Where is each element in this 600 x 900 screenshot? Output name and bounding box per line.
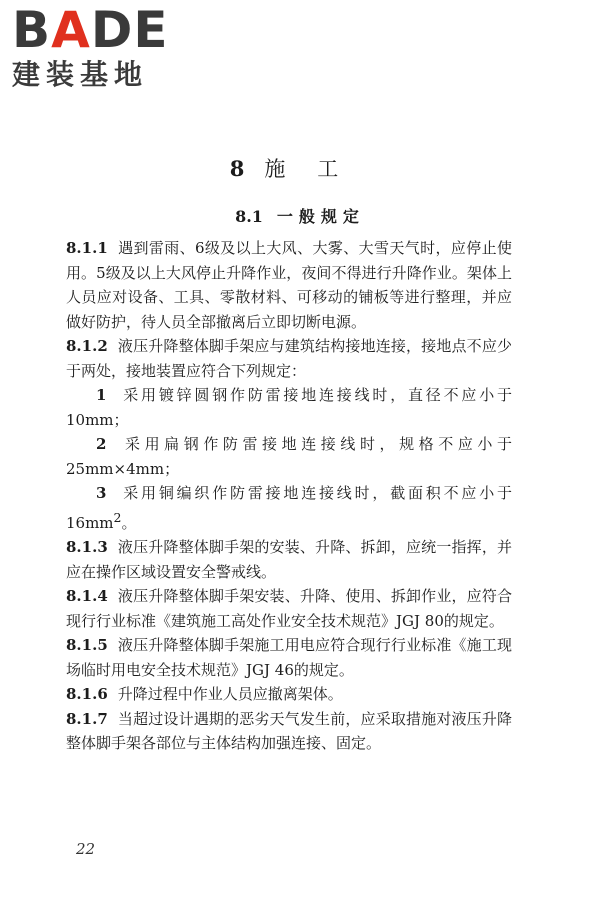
list-item xyxy=(66,432,512,481)
item-text: 采用扁钢作防雷接地连接线时，规格不应小于25mm×4mm； xyxy=(66,435,512,478)
item-text: 采用镀锌圆钢作防雷接地连接线时，直径不应小于10mm； xyxy=(66,386,512,429)
clause-text: 遇到雷雨、6级及以上大风、大雾、大雪天气时，应停止使用。5级及以上大风停止升降作业，夜间不得进行升降作业。架体上人员应对设备、工具、零散材料、可移动的铺板等进行整理，并应做好防护，待人员全部撤离后立即切断电源。 xyxy=(66,239,512,331)
chapter-number: 8 xyxy=(229,156,245,181)
clause-text: 液压升降整体脚手架施工用电应符合现行行业标准《施工现场临时用电安全技术规范》JGJ 46的规定。 xyxy=(66,636,512,679)
clause-8-1-6 xyxy=(66,682,512,707)
clause-8-1-4 xyxy=(66,584,512,633)
clause-number: 8.1.1 xyxy=(66,239,108,257)
clause-number: 8.1.4 xyxy=(66,587,108,605)
section-heading xyxy=(0,206,600,228)
list-item xyxy=(66,383,512,432)
clause-text: 液压升降整体脚手架安装、升降、使用、拆卸作业，应符合现行行业标准《建筑施工高处作业安全技术规范》JGJ 80的规定。 xyxy=(66,587,512,630)
clause-number: 8.1.2 xyxy=(66,337,108,355)
item-number: 2 xyxy=(96,435,107,453)
document-body xyxy=(66,236,512,756)
clause-8-1-1 xyxy=(66,236,512,334)
superscript: 2 xyxy=(113,509,122,525)
item-text-end: 。 xyxy=(121,513,137,532)
clause-number: 8.1.5 xyxy=(66,636,108,654)
section-number: 8.1 xyxy=(235,207,263,226)
list-item xyxy=(66,481,512,535)
chapter-title: 施工 xyxy=(264,157,371,181)
clause-8-1-2 xyxy=(66,334,512,383)
clause-8-1-5 xyxy=(66,633,512,682)
chapter-heading xyxy=(0,154,600,184)
clause-8-1-3 xyxy=(66,535,512,584)
clause-number: 8.1.6 xyxy=(66,685,108,703)
clause-text: 液压升降整体脚手架应与建筑结构接地连接，接地点不应少于两处，接地装置应符合下列规定： xyxy=(66,337,512,380)
page-number: 22 xyxy=(76,840,96,858)
clause-text: 当超过设计遇期的恶劣天气发生前，应采取措施对液压升降整体脚手架各部位与主体结构加强连接、固定。 xyxy=(66,709,512,752)
logo-wordmark: BADE xyxy=(12,1,169,59)
item-text: 采用铜编织作防雷接地连接线时，截面积不应小于16mm xyxy=(66,484,512,532)
clause-number: 8.1.3 xyxy=(66,538,108,556)
logo-subtitle: 建装基地 xyxy=(12,58,149,91)
section-title: 一般规定 xyxy=(276,207,365,226)
clause-8-1-7 xyxy=(66,707,512,756)
clause-text: 升降过程中作业人员应撤离架体。 xyxy=(117,685,343,703)
clause-number: 8.1.7 xyxy=(66,709,108,728)
clause-text: 液压升降整体脚手架的安装、升降、拆卸，应统一指挥，并应在操作区域设置安全警戒线。 xyxy=(66,538,512,581)
item-number: 3 xyxy=(96,484,107,502)
bade-logo xyxy=(12,1,169,92)
item-number: 1 xyxy=(96,386,107,404)
